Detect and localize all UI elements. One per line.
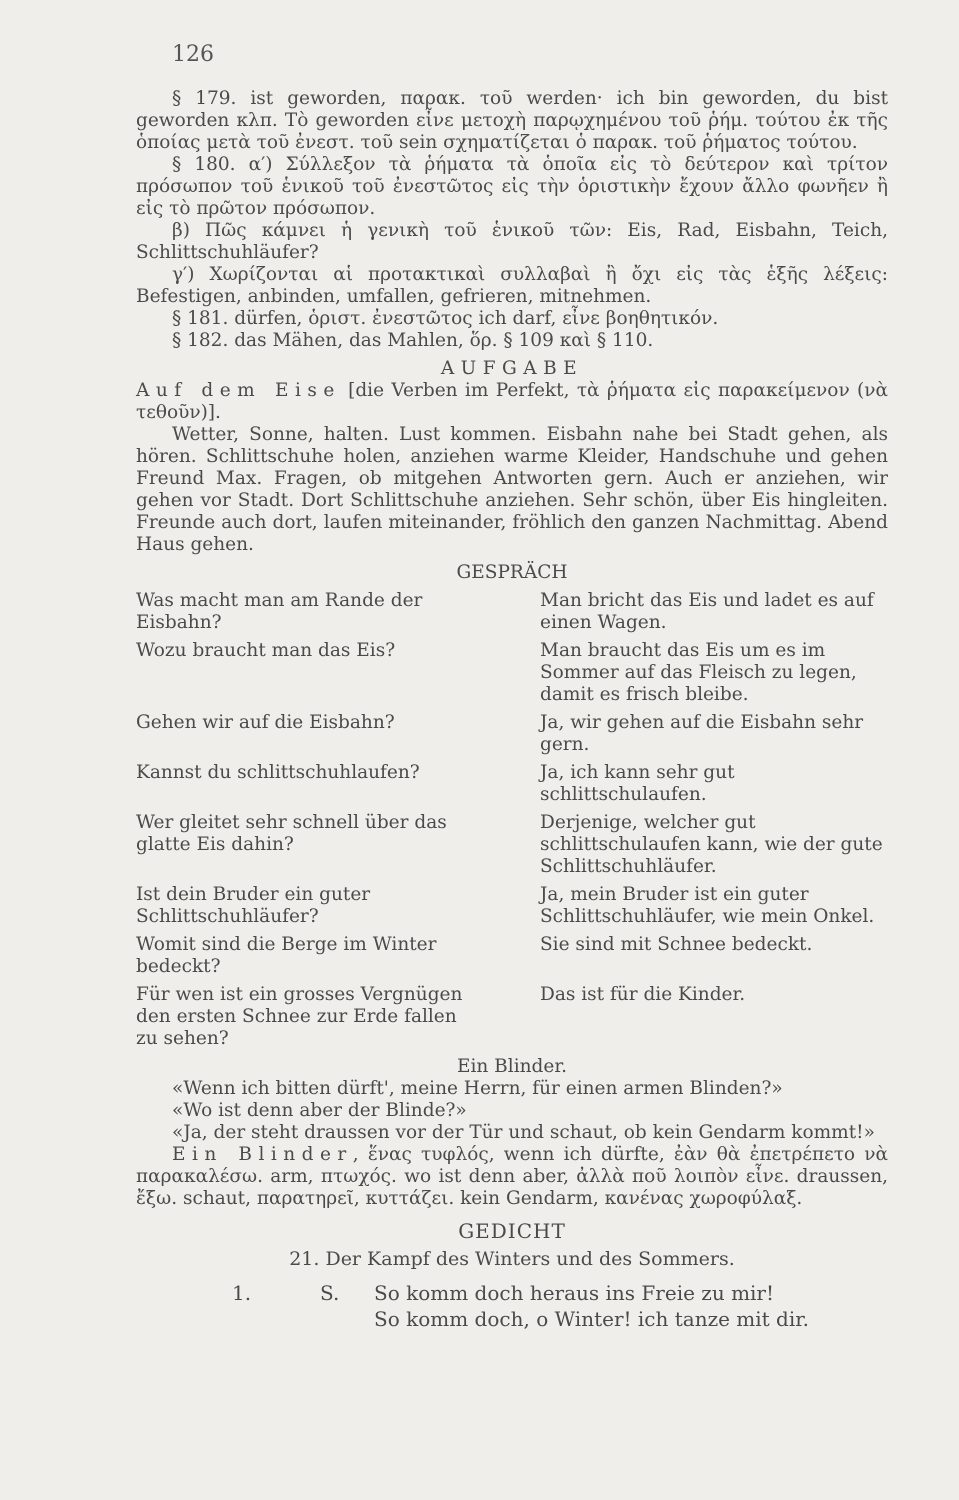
dialogue-row [136, 762, 888, 806]
poem-line-text: So komm doch, o Winter! ich tanze mit dir. [374, 1307, 809, 1331]
blinder-line: «Wo ist denn aber der Blinde?» [172, 1100, 467, 1121]
dialogue-row [136, 640, 888, 706]
question: Wozu braucht man das Eis? [136, 640, 396, 661]
poem-line-text: So komm doch heraus ins Freie zu mir! [374, 1281, 775, 1305]
answer: Man bricht das Eis und ladet es auf einen Wagen. [540, 590, 874, 633]
page-body [136, 88, 888, 1332]
gedicht-heading: GEDICHT [458, 1219, 566, 1243]
blinder-line: «Ja, der steht draussen vor der Tür und schaut, ob kein Gendarm kommt!» [172, 1122, 875, 1143]
answer: Man braucht das Eis um es im Sommer auf das Fleisch zu legen, damit es frisch bleibe. [540, 640, 857, 705]
blinder-gloss-rest: , ἕνας τυφλός, wenn ich dürfte, ἐὰν θὰ ἐπετρέπετο νὰ παρακαλέσω. arm, πτωχός. wo ist denn aber, ἀλλὰ ποῦ λοιπὸν εἶνε. draussen, ἔξω. schaut, παρατηρεῖ, κυττάζει. kein Gendarm, κανένας χωροφύλαξ. [136, 1144, 888, 1209]
aufgabe-instruction [136, 380, 888, 424]
answer: Sie sind mit Schnee bedeckt. [540, 934, 813, 955]
blinder-gloss-lead: Ein Blinder [172, 1144, 353, 1165]
dialogue-row [136, 590, 888, 634]
aufgabe-lead: Auf dem Eise [136, 380, 341, 401]
question: Für wen ist ein grosses Vergnügen den ersten Schnee zur Erde fallen zu sehen? [136, 984, 463, 1049]
paragraph-181: § 181. dürfen, ὁριστ. ἐνεστῶτος ich darf, εἶνε βοηθητικόν. [172, 308, 719, 329]
poem-line [136, 1280, 888, 1306]
answer: Ja, wir gehen auf die Eisbahn sehr gern. [540, 712, 864, 755]
paragraph-182: § 182. das Mähen, das Mahlen, ὅρ. § 109 καὶ § 110. [172, 330, 654, 351]
question: Womit sind die Berge im Winter bedeckt? [136, 934, 437, 977]
paragraph-180b: β) Πῶς κάμνει ἡ γενικὴ τοῦ ἑνικοῦ τῶν: Eis, Rad, Eisbahn, Teich, Schlittschuhläufer? [136, 220, 888, 263]
gesprach-heading: GESPRÄCH [456, 562, 568, 583]
question: Ist dein Bruder ein guter Schlittschuhläufer? [136, 884, 371, 927]
aufgabe-text: Wetter, Sonne, halten. Lust kommen. Eisbahn nahe bei Stadt gehen, als hören. Schlittschuhe holen, anziehen warme Kleider, Handschuhe und gehen Freund Max. Fragen, ob mitgehen Antworten gern. Auch er anziehen, wir gehen vor Stadt. Dort Schlittschuhe anziehen. Sehr schön, über Eis hingleiten. Freunde auch dort, laufen miteinander, fröhlich den ganzen Nachmittag. Abend Haus gehen. [136, 424, 888, 555]
answer: Ja, ich kann sehr gut schlittschulaufen. [540, 762, 735, 805]
blinder-heading: Ein Blinder. [456, 1056, 568, 1077]
aufgabe-lead-rest: [die Verben im Perfekt, τὰ ῥήματα εἰς παρακείμενον (νὰ τεθοῦν)]. [136, 380, 889, 423]
poem-line [136, 1306, 888, 1332]
paragraph-180c: γ′) Χωρίζονται αἱ προτακτικαὶ συλλαβαὶ ἢ ὄχι εἰς τὰς ἑξῆς λέξεις: Befestigen, anbinden, umfallen, gefrieren, mitnehmen. [136, 264, 888, 307]
dialogue-row [136, 812, 888, 878]
dialogue-row [136, 934, 888, 978]
aufgabe-heading: AUFGABE [440, 358, 584, 379]
dialogue [136, 590, 888, 1050]
question: Gehen wir auf die Eisbahn? [136, 712, 395, 733]
paragraph-179: § 179. ist geworden, παρακ. τοῦ werden· ich bin geworden, du bist geworden κλπ. Τὸ geworden εἶνε μετοχὴ παρῳχημένου τοῦ ῥήμ. τούτου ἐκ τῆς ὁποίας μετὰ τοῦ ἐνεστ. τοῦ sein σχηματίζεται ὁ παρακ. τοῦ ῥήματος τούτου. [136, 88, 888, 153]
answer: Derjenige, welcher gut schlittschulaufen kann, wie der gute Schlittschuhläufer. [540, 812, 883, 877]
page-number: 126 [172, 42, 214, 67]
answer: Ja, mein Bruder ist ein guter Schlittschuhläufer, wie mein Onkel. [540, 884, 875, 927]
blinder-gloss [136, 1144, 888, 1210]
blinder-line: «Wenn ich bitten dürft', meine Herrn, für einen armen Blinden?» [172, 1078, 783, 1099]
answer: Das ist für die Kinder. [540, 984, 746, 1005]
dialogue-row [136, 884, 888, 928]
paragraph-180a: § 180. α′) Σύλλεξον τὰ ῥήματα τὰ ὁποῖα εἰς τὸ δεύτερον καὶ τρίτον πρόσωπον τοῦ ἑνικοῦ τοῦ ἐνεστῶτος εἰς τὴν ὁριστικὴν ἔχουν ἄλλο φωνῆεν ἢ εἰς τὸ πρῶτον πρόσωπον. [136, 154, 888, 219]
dialogue-row [136, 984, 888, 1050]
poem [136, 1280, 888, 1332]
poem-line-number [136, 1306, 320, 1332]
poem-speaker [320, 1306, 374, 1332]
poem-title: 21. Der Kampf des Winters und des Sommers. [289, 1248, 735, 1270]
question: Kannst du schlittschuhlaufen? [136, 762, 420, 783]
poem-speaker: S. [320, 1281, 340, 1305]
dialogue-row [136, 712, 888, 756]
question: Was macht man am Rande der Eisbahn? [136, 590, 423, 633]
question: Wer gleitet sehr schnell über das glatte Eis dahin? [136, 812, 447, 855]
poem-line-number: 1. [232, 1281, 252, 1305]
